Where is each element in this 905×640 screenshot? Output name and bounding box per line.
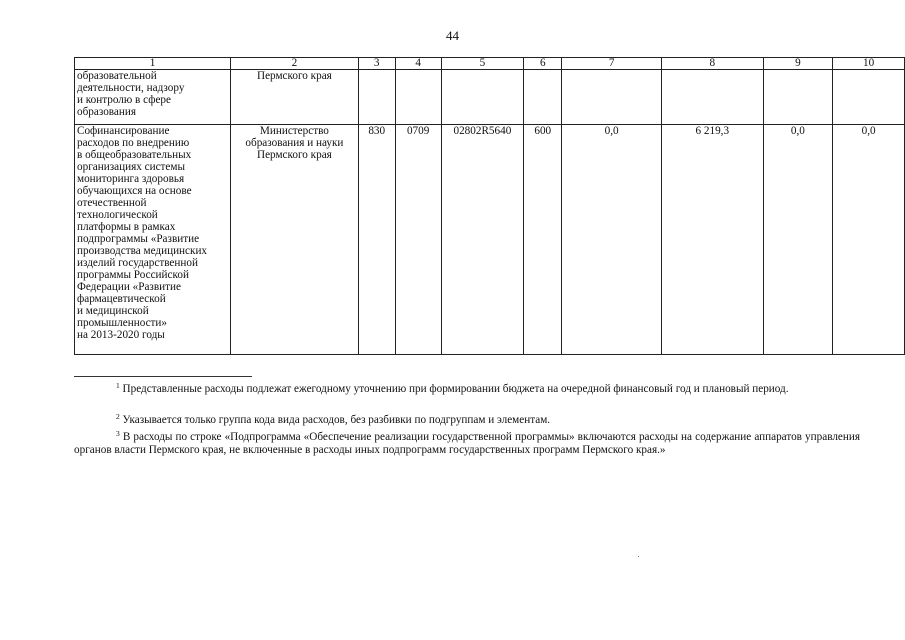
cell-code: 830 [358, 125, 395, 355]
header-cell: 8 [662, 58, 763, 70]
header-cell: 3 [358, 58, 395, 70]
cell-expense-type: 600 [524, 125, 562, 355]
cell-line: Пермского края [257, 70, 332, 82]
cell-line: расходов по внедрению [77, 137, 190, 149]
cell-line: подпрограммы «Развитие [77, 233, 200, 245]
cell-line: образовательной [77, 70, 157, 82]
cell-line: промышленности» [77, 317, 168, 329]
footnote-mark: 3 [116, 429, 120, 438]
cell-value: 0,0 [562, 125, 662, 355]
cell-line: программы Российской [77, 269, 189, 281]
cell-expense-type [524, 70, 562, 125]
header-cell: 10 [833, 58, 905, 70]
cell-value: 6 219,3 [662, 125, 763, 355]
table-header-row [75, 58, 905, 70]
footnote [74, 414, 860, 427]
cell-code [358, 70, 395, 125]
cell-value: 0,0 [763, 125, 833, 355]
cell-line: мониторинга здоровья [77, 173, 185, 185]
header-cell: 7 [562, 58, 662, 70]
cell-line: технологической [77, 209, 158, 221]
cell-value [833, 70, 905, 125]
cell-line: Пермского края [257, 149, 332, 161]
cell-target-article: 02802R5640 [441, 125, 524, 355]
cell-name [75, 125, 231, 355]
header-cell: 9 [763, 58, 833, 70]
header-cell: 6 [524, 58, 562, 70]
footnote [74, 431, 860, 457]
cell-line: обучающихся на основе [77, 185, 192, 197]
cell-line: изделий государственной [77, 257, 198, 269]
cell-line: организациях системы [77, 161, 185, 173]
cell-line: и контролю в сфере [77, 94, 171, 106]
footnote-text: Указывается только группа кода вида расходов, без разбивки по подгруппам и элементам. [122, 414, 551, 426]
scan-speck [638, 556, 639, 557]
cell-line: на 2013-2020 годы [77, 329, 165, 341]
header-cell: 1 [75, 58, 231, 70]
budget-table [74, 57, 905, 355]
cell-line: производства медицинских [77, 245, 208, 257]
footnote-divider [74, 376, 252, 377]
footnote [74, 383, 860, 396]
page-number: 44 [446, 28, 459, 43]
header-cell: 4 [395, 58, 441, 70]
cell-administrator [231, 70, 359, 125]
cell-line: Министерство [259, 125, 329, 137]
table-row [75, 70, 905, 125]
header-cell: 2 [231, 58, 359, 70]
footnote-text: Представленные расходы подлежат ежегодному уточнению при формировании бюджета на очередной финансовый год и плановый период. [122, 383, 789, 395]
cell-value: 0,0 [833, 125, 905, 355]
cell-line: отечественной [77, 197, 147, 209]
cell-line: образования [77, 106, 137, 118]
table-row [75, 125, 905, 355]
cell-line: фармацевтической [77, 293, 166, 305]
cell-value [662, 70, 763, 125]
cell-name [75, 70, 231, 125]
footnote-mark: 1 [116, 381, 120, 390]
cell-line: и медицинской [77, 305, 149, 317]
footnote-text: В расходы по строке «Подпрограмма «Обеспечение реализации государственной программы» включаются расходы на содержание аппаратов управления органов власти Пермского края, не включенные в расходы иных подпрограмм государственных программ Пермского края.» [74, 431, 860, 456]
cell-value [763, 70, 833, 125]
header-cell: 5 [441, 58, 524, 70]
cell-value [562, 70, 662, 125]
cell-target-article [441, 70, 524, 125]
cell-line: Софинансирование [77, 125, 170, 137]
cell-administrator [231, 125, 359, 355]
cell-line: в общеобразовательных [77, 149, 192, 161]
cell-section: 0709 [395, 125, 441, 355]
cell-line: Федерации «Развитие [77, 281, 181, 293]
cell-section [395, 70, 441, 125]
cell-line: образования и науки [245, 137, 344, 149]
cell-line: деятельности, надзору [77, 82, 185, 94]
footnote-mark: 2 [116, 412, 120, 421]
cell-line: платформы в рамках [77, 221, 176, 233]
